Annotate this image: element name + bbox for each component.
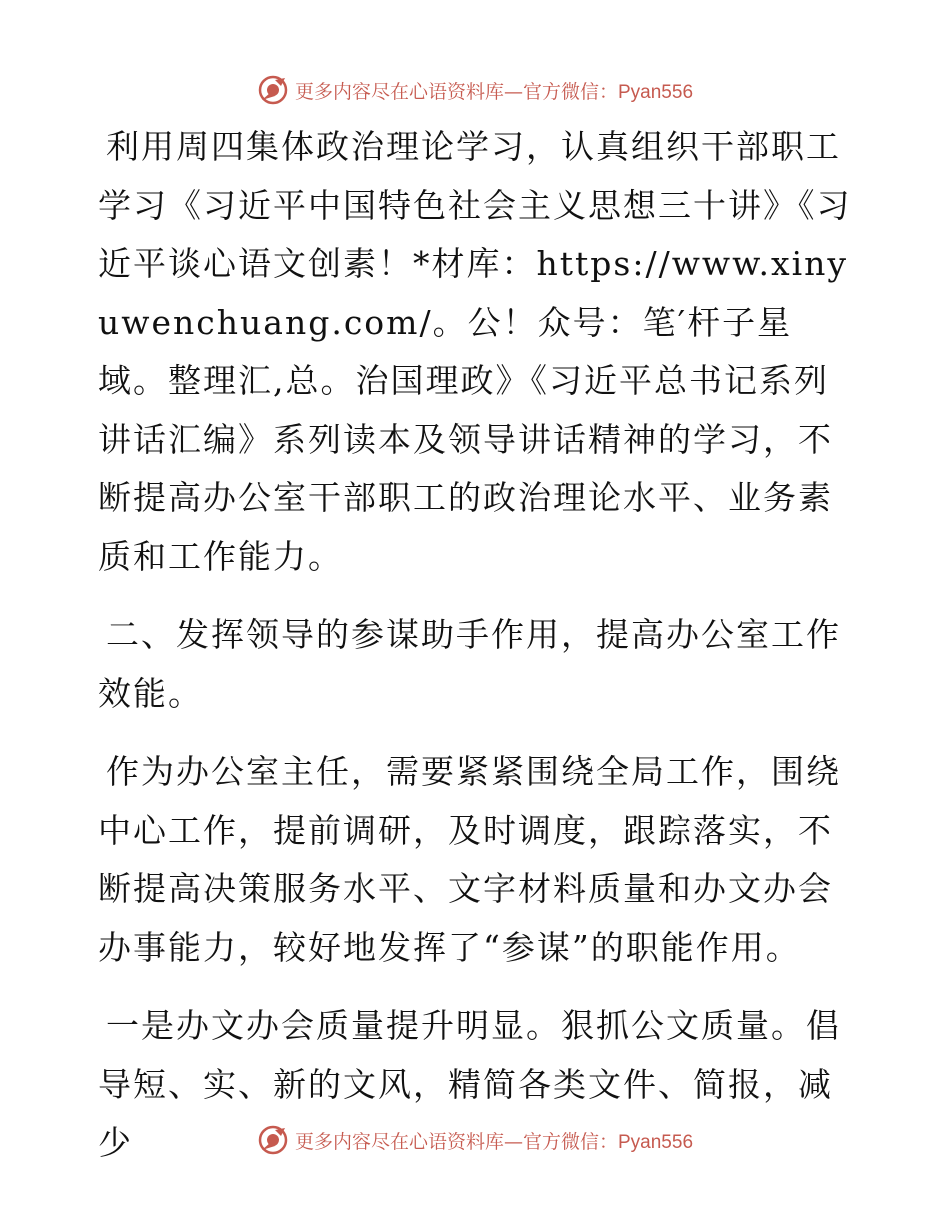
paragraph: 一是办文办会质量提升明显。狠抓公文质量。倡导短、实、新的文风，精简各类文件、简报，减少 [98, 1006, 841, 1162]
footer-watermark-id: Pyan556 [618, 1131, 694, 1153]
footer-watermark-text: 更多内容尽在心语资料库—官方微信：Pyan556 [294, 1130, 694, 1153]
footer-watermark-banner [0, 1120, 950, 1160]
section-heading: 二、发挥领导的参谋助手作用，提高办公室工作效能。 [98, 615, 841, 713]
header-watermark-text: 更多内容尽在心语资料库—官方微信：Pyan556 [294, 80, 694, 103]
header-watermark-id: Pyan556 [618, 81, 694, 103]
paragraph: 作为办公室主任，需要紧紧围绕全局工作，围绕中心工作，提前调研，及时调度，跟踪落实，不断提高决策服务水平、文字材料质量和办文办会办事能力，较好地发挥了“参谋”的职能作用。 [98, 752, 841, 967]
document-body [98, 118, 858, 1191]
header-watermark-banner [0, 70, 950, 110]
brand-logo-icon [257, 74, 289, 106]
paragraph: 利用周四集体政治理论学习，认真组织干部职工学习《习近平中国特色社会主义思想三十讲》《习近平谈心语文创素！*材库：https://www.xinyuwenchuang.com/。公！众号：笔′杆子星域。整理汇,总。治国理政》《习近平总书记系列讲话汇编》系列读本及领导讲话精神的学习，不断提高办公室干部职工的政治理论水平、业务素质和工作能力。 [98, 127, 852, 576]
brand-logo-icon [257, 1124, 289, 1156]
